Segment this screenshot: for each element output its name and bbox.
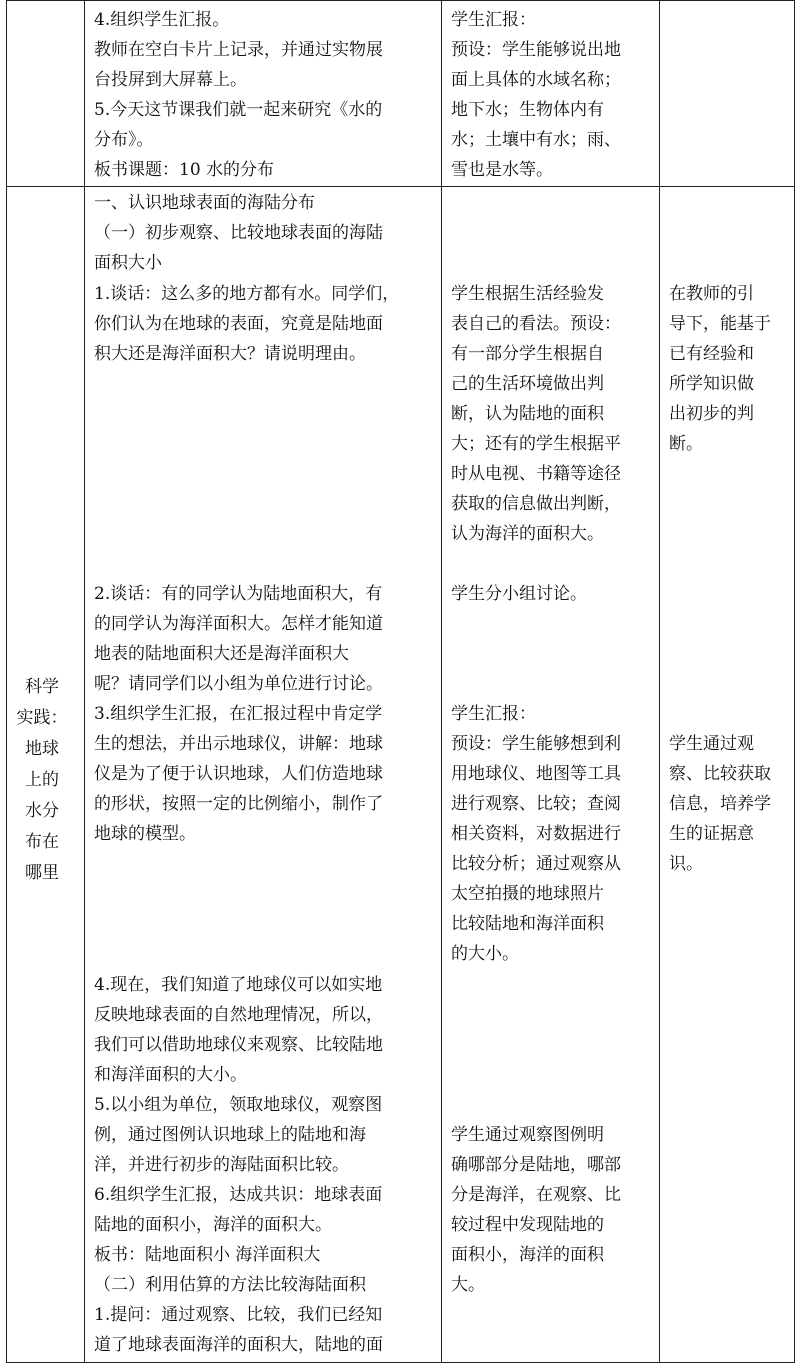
text-line: 学生根据生活经验发 [451,284,604,304]
text-line: 学生分小组讨论。 [451,584,587,604]
table-border-bottom [6,1362,794,1363]
row-divider [6,186,794,187]
text-line: 己的生活环境做出判 [451,374,604,394]
text-line: 预设：学生能够说出地 [451,40,621,60]
section-heading: 一、认识地球表面的海陆分布 [94,193,315,213]
text-line: 1.谈话：这么多的地方都有水。同学们， [94,284,400,304]
text-line: 5.以小组为单位，领取地球仪，观察图 [94,1095,383,1115]
text-line: 和海洋面积的大小。 [94,1065,247,1085]
text-line: 相关资料，对数据进行 [451,824,621,844]
text-line: 学生汇报： [451,704,536,724]
text-line: 较过程中发现陆地的 [451,1215,604,1235]
stage-label-line: 上的 [25,770,59,790]
table-border-top [6,0,794,1]
text-line: 生的证据意 [669,824,754,844]
text-line: 面上具体的水域名称； [451,70,621,90]
text-line: 进行观察、比较；查阅 [451,794,621,814]
subsection-heading: （一）初步观察、比较地球表面的海陆 [94,223,383,243]
text-line: 面积大小 [94,253,162,273]
text-line: 用地球仪、地图等工具 [451,764,621,784]
text-line: 分是海洋，在观察、比 [451,1185,621,1205]
text-line: 板书：陆地面积小 海洋面积大 [94,1245,321,1265]
text-line: 地下水；生物体内有 [451,100,604,120]
text-line: 分布》。 [94,130,154,150]
text-line: 断。 [669,434,703,454]
stage-label-line: 水分 [25,801,59,821]
text-line: 的形状，按照一定的比例缩小，制作了 [94,794,383,814]
text-line: 1.提问：通过观察、比较，我们已经知 [94,1305,383,1325]
text-line: 识。 [669,854,703,874]
subsection-heading: （二）利用估算的方法比较海陆面积 [94,1275,366,1295]
text-line: 大；还有的学生根据平 [451,434,621,454]
text-line: 断，认为陆地的面积 [451,404,604,424]
column-divider-2 [84,0,85,1363]
column-divider-5 [794,0,795,1363]
stage-label-line: 地球 [25,739,59,759]
text-line: 所学知识做 [669,374,754,394]
text-line: 呢？请同学们以小组为单位进行讨论。 [94,674,383,694]
text-line: 4.现在，我们知道了地球仪可以如实地 [94,975,383,995]
text-line: 板书课题：10 水的分布 [94,160,275,180]
text-line: 3.组织学生汇报，在汇报过程中肯定学 [94,704,383,724]
text-line: 例，通过图例认识地球上的陆地和海 [94,1125,366,1145]
text-line: 我们可以借助地球仪来观察、比较陆地 [94,1035,383,1055]
text-line: 洋，并进行初步的海陆面积比较。 [94,1155,349,1175]
stage-label-line: 实践： [16,708,68,728]
text-line: 有一部分学生根据自 [451,344,604,364]
text-line: 学生汇报： [451,10,536,30]
column-divider-4 [659,0,660,1363]
text-line: 察、比较获取 [669,764,771,784]
text-line: 地球的模型。 [94,824,196,844]
text-line: 教师在空白卡片上记录，并通过实物展 [94,40,383,60]
text-line: 6.组织学生汇报，达成共识：地球表面 [94,1185,383,1205]
text-line: 地表的陆地面积大还是海洋面积大 [94,644,349,664]
text-line: 大。 [451,1275,485,1295]
text-line: 认为海洋的面积大。 [451,524,604,544]
text-line: 的大小。 [451,944,519,964]
column-divider-3 [441,0,442,1363]
text-line: 5.今天这节课我们就一起来研究《水的 [94,100,383,120]
text-line: 导下，能基于 [669,314,771,334]
text-line: 在教师的引 [669,284,754,304]
stage-label-line: 科学 [25,677,59,697]
text-line: 陆地的面积小，海洋的面积大。 [94,1215,332,1235]
text-line: 出初步的判 [669,404,754,424]
text-line: 面积小，海洋的面积 [451,1245,604,1265]
text-line: 预设：学生能够想到利 [451,734,621,754]
text-line: 时从电视、书籍等途径 [451,464,621,484]
text-line: 的同学认为海洋面积大。怎样才能知道 [94,614,383,634]
text-line: 积大还是海洋面积大？请说明理由。 [94,344,366,364]
text-line: 获取的信息做出判断， [451,494,621,514]
text-line: 太空拍摄的地球照片 [451,884,604,904]
text-line: 水；土壤中有水；雨、 [451,130,621,150]
text-line: 台投屏到大屏幕上。 [94,70,247,90]
text-line: 道了地球表面海洋的面积大，陆地的面 [94,1335,383,1355]
text-line: 确哪部分是陆地，哪部 [451,1155,621,1175]
text-line: 已有经验和 [669,344,754,364]
stage-label-line: 哪里 [25,863,59,883]
text-line: 你们认为在地球的表面，究竟是陆地面 [94,314,383,334]
text-line: 学生通过观 [669,734,754,754]
text-line: 2.谈话：有的同学认为陆地面积大，有 [94,584,383,604]
text-line: 反映地球表面的自然地理情况，所以， [94,1005,383,1025]
text-line: 学生通过观察图例明 [451,1125,604,1145]
text-line: 比较陆地和海洋面积 [451,914,604,934]
text-line: 表自己的看法。预设： [451,314,621,334]
text-line: 信息，培养学 [669,794,771,814]
text-line: 雪也是水等。 [451,160,553,180]
text-line: 仪是为了便于认识地球，人们仿造地球 [94,764,383,784]
text-line: 4.组织学生汇报。 [94,10,230,30]
text-line: 生的想法，并出示地球仪，讲解：地球 [94,734,383,754]
text-line: 比较分析；通过观察从 [451,854,621,874]
stage-label-line: 布在 [25,832,59,852]
